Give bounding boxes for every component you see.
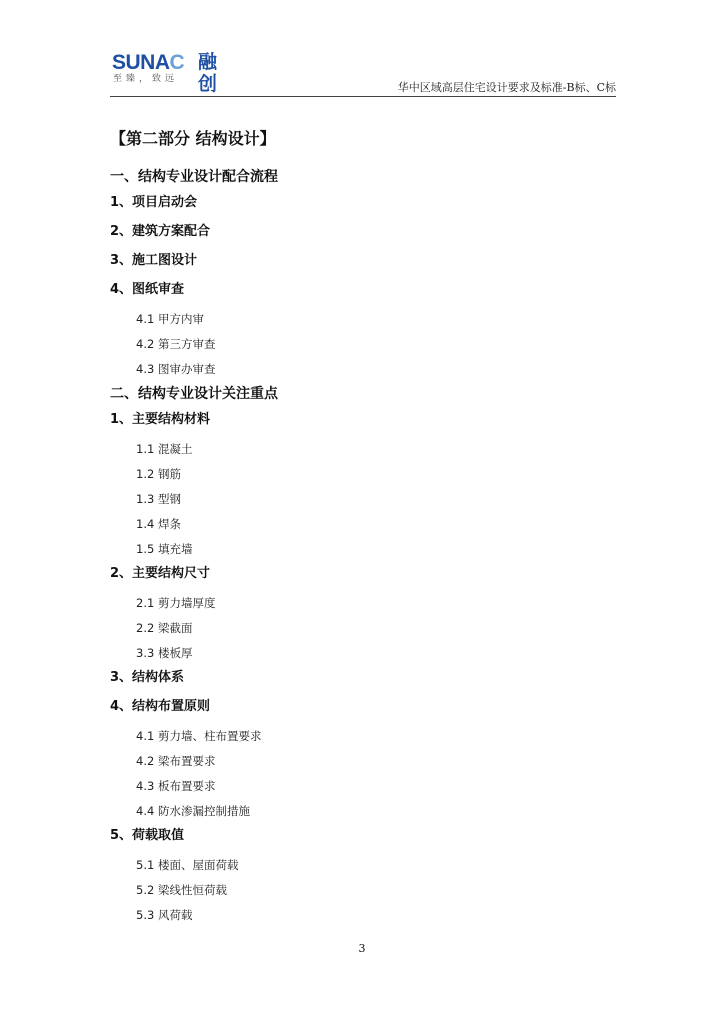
list-item: 4.3 板布置要求 <box>136 779 216 793</box>
list-item: 5.3 风荷载 <box>136 908 193 922</box>
page-number: 3 <box>358 942 366 955</box>
subsection-heading: 4、图纸审查 <box>110 282 185 297</box>
logo-chinese: 融创 <box>198 51 218 95</box>
section-heading: 二、结构专业设计关注重点 <box>110 386 278 402</box>
subsection-heading: 3、结构体系 <box>110 670 185 685</box>
list-item: 4.2 第三方审查 <box>136 337 216 351</box>
list-item: 4.1 剪力墙、柱布置要求 <box>136 729 262 743</box>
list-item: 1.1 混凝土 <box>136 442 193 456</box>
list-item: 4.2 梁布置要求 <box>136 754 216 768</box>
subsection-heading: 2、主要结构尺寸 <box>110 566 211 581</box>
list-item: 5.1 楼面、屋面荷载 <box>136 858 239 872</box>
subsection-heading: 1、项目启动会 <box>110 195 198 210</box>
section-heading: 一、结构专业设计配合流程 <box>110 169 278 185</box>
subsection-heading: 3、施工图设计 <box>110 253 198 268</box>
list-item: 3.3 楼板厚 <box>136 646 193 660</box>
list-item: 1.3 型钢 <box>136 492 181 506</box>
logo-tagline: 至臻，致远 <box>113 74 179 84</box>
subsection-heading: 2、建筑方案配合 <box>110 224 211 239</box>
part-title: 【第二部分 结构设计】 <box>110 129 276 148</box>
subsection-heading: 4、结构布置原则 <box>110 699 211 714</box>
list-item: 2.1 剪力墙厚度 <box>136 596 216 610</box>
subsection-heading: 1、主要结构材料 <box>110 412 211 427</box>
list-item: 4.3 图审办审查 <box>136 362 216 376</box>
list-item: 5.2 梁线性恒荷载 <box>136 883 227 897</box>
list-item: 1.4 焊条 <box>136 517 181 531</box>
list-item: 1.2 钢筋 <box>136 467 181 481</box>
header-doc-title: 华中区域高层住宅设计要求及标准-B标、C标 <box>397 81 616 94</box>
header-divider <box>110 96 616 97</box>
list-item: 1.5 填充墙 <box>136 542 193 556</box>
logo-wordmark: SUNAC <box>112 51 185 74</box>
list-item: 4.4 防水渗漏控制措施 <box>136 804 250 818</box>
list-item: 2.2 梁截面 <box>136 621 193 635</box>
subsection-heading: 5、荷载取值 <box>110 828 185 843</box>
sunac-logo <box>112 51 232 95</box>
list-item: 4.1 甲方内审 <box>136 312 204 326</box>
document-body <box>110 126 620 929</box>
